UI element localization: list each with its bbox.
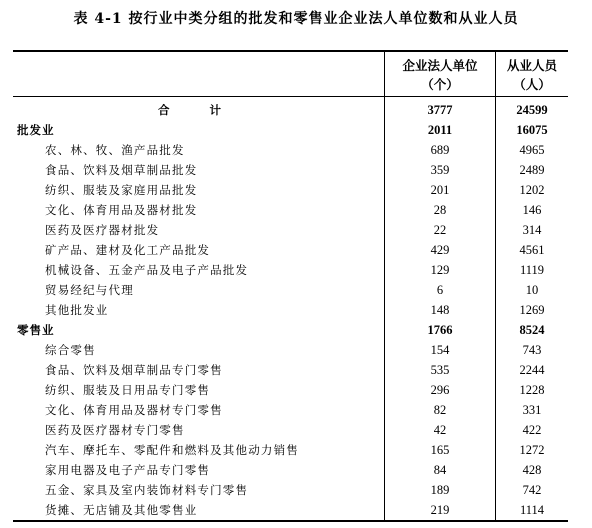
table-row <box>13 440 568 460</box>
row-units-value: 6 <box>436 283 444 297</box>
table-row <box>13 160 568 180</box>
row-units-value: 165 <box>430 443 450 457</box>
row-units-value: 429 <box>430 243 450 257</box>
table-row <box>13 420 568 440</box>
row-label: 综合零售 <box>45 343 96 357</box>
row-label: 货摊、无店铺及其他零售业 <box>45 503 198 517</box>
table-row <box>13 260 568 280</box>
header-rule <box>13 96 568 97</box>
row-employees-value: 4561 <box>519 243 545 257</box>
row-employees-value: 16075 <box>516 123 548 137</box>
row-employees-value: 2489 <box>519 163 545 177</box>
header-employees-unit: （人） <box>513 77 551 92</box>
row-units-value: 82 <box>433 403 447 417</box>
table-row <box>13 400 568 420</box>
table-row <box>13 500 568 520</box>
row-employees-value: 743 <box>522 343 542 357</box>
table-row <box>13 220 568 240</box>
row-label: 医药及医疗器材专门零售 <box>45 423 185 437</box>
header-units-unit: （个） <box>421 77 459 92</box>
table-row <box>13 100 568 120</box>
row-label: 五金、家具及室内装饰材料专门零售 <box>45 483 249 497</box>
row-units-value: 689 <box>430 143 450 157</box>
row-label: 医药及医疗器材批发 <box>45 223 160 237</box>
row-units-value: 535 <box>430 363 450 377</box>
statistics-table <box>13 50 568 522</box>
header-employees <box>496 56 568 94</box>
row-label: 矿产品、建材及化工产品批发 <box>45 243 211 257</box>
row-employees-value: 4965 <box>519 143 545 157</box>
row-label: 食品、饮料及烟草制品批发 <box>45 163 198 177</box>
table-row <box>13 200 568 220</box>
header-units <box>385 56 495 94</box>
row-label: 农、林、牧、渔产品批发 <box>45 143 185 157</box>
row-units-value: 154 <box>430 343 450 357</box>
row-employees-value: 1119 <box>519 263 545 277</box>
row-employees-value: 742 <box>522 483 542 497</box>
table-row <box>13 320 568 340</box>
row-employees-value: 1272 <box>519 443 545 457</box>
table-row <box>13 340 568 360</box>
bottom-rule <box>13 520 568 522</box>
row-units-value: 22 <box>433 223 447 237</box>
row-label: 纺织、服装及日用品专门零售 <box>45 383 211 397</box>
row-units-value: 148 <box>430 303 450 317</box>
row-employees-value: 8524 <box>519 323 545 337</box>
row-employees-value: 1114 <box>519 503 545 517</box>
row-label: 机械设备、五金产品及电子产品批发 <box>45 263 249 277</box>
table-row <box>13 180 568 200</box>
row-units-value: 84 <box>433 463 447 477</box>
row-label: 合 计 <box>157 103 239 117</box>
table-title: 表 4-1 按行业中类分组的批发和零售业企业法人单位数和从业人员 <box>73 11 519 27</box>
header-units-label: 企业法人单位 <box>402 58 478 73</box>
row-units-value: 42 <box>433 423 447 437</box>
row-units-value: 1766 <box>427 323 453 337</box>
row-employees-value: 422 <box>522 423 542 437</box>
row-units-value: 219 <box>430 503 450 517</box>
row-label: 纺织、服装及家庭用品批发 <box>45 183 198 197</box>
table-row <box>13 360 568 380</box>
table-row <box>13 120 568 140</box>
row-units-value: 359 <box>430 163 450 177</box>
row-employees-value: 428 <box>522 463 542 477</box>
row-employees-value: 1269 <box>519 303 545 317</box>
row-units-value: 296 <box>430 383 450 397</box>
row-units-value: 129 <box>430 263 450 277</box>
row-employees-value: 24599 <box>516 103 548 117</box>
row-employees-value: 2244 <box>519 363 545 377</box>
table-row <box>13 280 568 300</box>
row-label: 贸易经纪与代理 <box>45 283 134 297</box>
row-units-value: 201 <box>430 183 450 197</box>
row-employees-value: 146 <box>522 203 542 217</box>
row-units-value: 28 <box>433 203 447 217</box>
row-label: 汽车、摩托车、零配件和燃料及其他动力销售 <box>45 443 299 457</box>
row-label: 文化、体育用品及器材批发 <box>45 203 198 217</box>
table-row <box>13 480 568 500</box>
row-employees-value: 314 <box>522 223 542 237</box>
row-units-value: 189 <box>430 483 450 497</box>
table-row <box>13 300 568 320</box>
table-row <box>13 140 568 160</box>
table-row <box>13 240 568 260</box>
row-label: 零售业 <box>17 323 55 337</box>
row-label: 食品、饮料及烟草制品专门零售 <box>45 363 223 377</box>
table-row <box>13 380 568 400</box>
row-employees-value: 1202 <box>519 183 545 197</box>
row-units-value: 2011 <box>427 123 453 137</box>
row-label: 批发业 <box>17 123 55 137</box>
table-row <box>13 460 568 480</box>
row-label: 家用电器及电子产品专门零售 <box>45 463 211 477</box>
row-employees-value: 331 <box>522 403 542 417</box>
row-units-value: 3777 <box>427 103 453 117</box>
row-employees-value: 1228 <box>519 383 545 397</box>
header-employees-label: 从业人员 <box>506 58 557 73</box>
row-label: 文化、体育用品及器材专门零售 <box>45 403 223 417</box>
row-label: 其他批发业 <box>45 303 109 317</box>
top-rule <box>13 50 568 52</box>
row-employees-value: 10 <box>525 283 539 297</box>
